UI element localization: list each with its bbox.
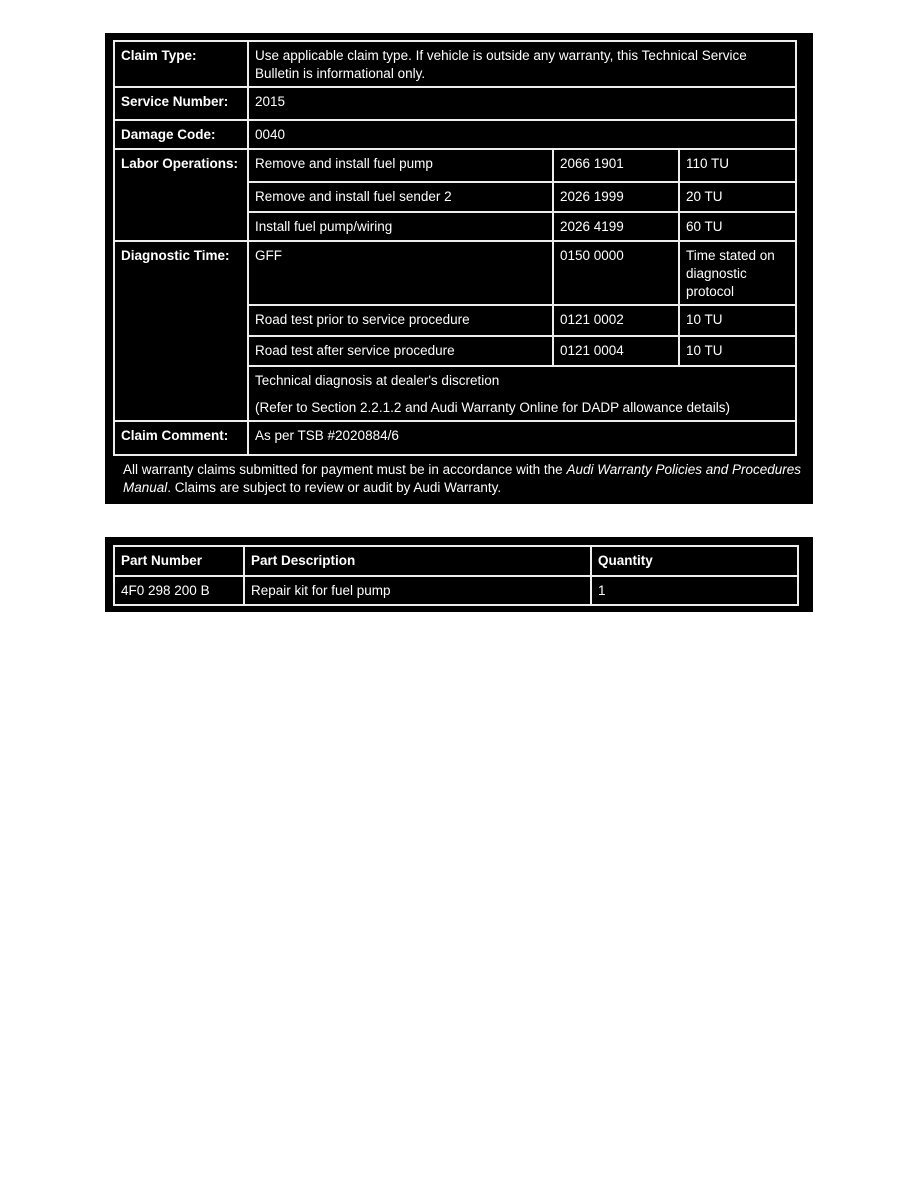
labor-operation-time: 20 TU [679, 182, 796, 212]
labor-operation-code: 2026 1999 [553, 182, 679, 212]
labor-operation-code: 2066 1901 [553, 149, 679, 182]
warranty-claim-table [113, 40, 797, 456]
parts-table [113, 545, 799, 606]
diagnostic-item-time: Time stated on diagnostic protocol [679, 241, 796, 305]
labor-operations-label: Labor Operations: [114, 149, 248, 241]
diagnostic-note-line1: Technical diagnosis at dealer's discretion [255, 373, 500, 388]
footer-text-before: All warranty claims submitted for payment must be in accordance with the [123, 462, 567, 477]
footer-italic-manual-title: Audi Warranty Policies and Procedures Manual [123, 462, 802, 495]
footer-text-after: . Claims are subject to review or audit by Audi Warranty. [167, 480, 502, 495]
damage-code-label: Damage Code: [114, 120, 248, 149]
diagnostic-note-cell [248, 366, 796, 421]
claim-comment-row [114, 421, 796, 455]
damage-code-row [114, 120, 796, 149]
quantity-value: 1 [591, 576, 798, 605]
parts-data-row [114, 576, 798, 605]
labor-operation-time: 110 TU [679, 149, 796, 182]
diagnostic-item-description: Road test prior to service procedure [248, 305, 553, 336]
diagnostic-item-description: GFF [248, 241, 553, 305]
service-number-value: 2015 [248, 87, 796, 120]
service-number-label: Service Number: [114, 87, 248, 120]
parts-header-row [114, 546, 798, 576]
part-description-value: Repair kit for fuel pump [244, 576, 591, 605]
diagnostic-item-time: 10 TU [679, 336, 796, 366]
service-number-row [114, 87, 796, 120]
diagnostic-item-code: 0121 0002 [553, 305, 679, 336]
labor-operation-description: Remove and install fuel pump [248, 149, 553, 182]
claim-type-label: Claim Type: [114, 41, 248, 87]
claim-type-row [114, 41, 796, 87]
labor-operation-description: Install fuel pump/wiring [248, 212, 553, 241]
part-number-value: 4F0 298 200 B [114, 576, 244, 605]
claim-type-value: Use applicable claim type. If vehicle is outside any warranty, this Technical Service Bulletin is informational only. [248, 41, 796, 87]
part-description-header: Part Description [244, 546, 591, 576]
labor-operation-row [114, 149, 796, 182]
warranty-footer-note [123, 461, 811, 497]
part-number-header: Part Number [114, 546, 244, 576]
damage-code-value: 0040 [248, 120, 796, 149]
warranty-claim-section [105, 33, 813, 504]
labor-operation-code: 2026 4199 [553, 212, 679, 241]
parts-section [105, 537, 813, 612]
claim-comment-label: Claim Comment: [114, 421, 248, 455]
claim-comment-value: As per TSB #2020884/6 [248, 421, 796, 455]
labor-operation-time: 60 TU [679, 212, 796, 241]
diagnostic-time-row [114, 241, 796, 305]
diagnostic-item-code: 0121 0004 [553, 336, 679, 366]
diagnostic-note-line2: (Refer to Section 2.2.1.2 and Audi Warranty Online for DADP allowance details) [255, 400, 730, 415]
diagnostic-item-code: 0150 0000 [553, 241, 679, 305]
diagnostic-item-description: Road test after service procedure [248, 336, 553, 366]
diagnostic-time-label: Diagnostic Time: [114, 241, 248, 421]
labor-operation-description: Remove and install fuel sender 2 [248, 182, 553, 212]
diagnostic-item-time: 10 TU [679, 305, 796, 336]
quantity-header: Quantity [591, 546, 798, 576]
